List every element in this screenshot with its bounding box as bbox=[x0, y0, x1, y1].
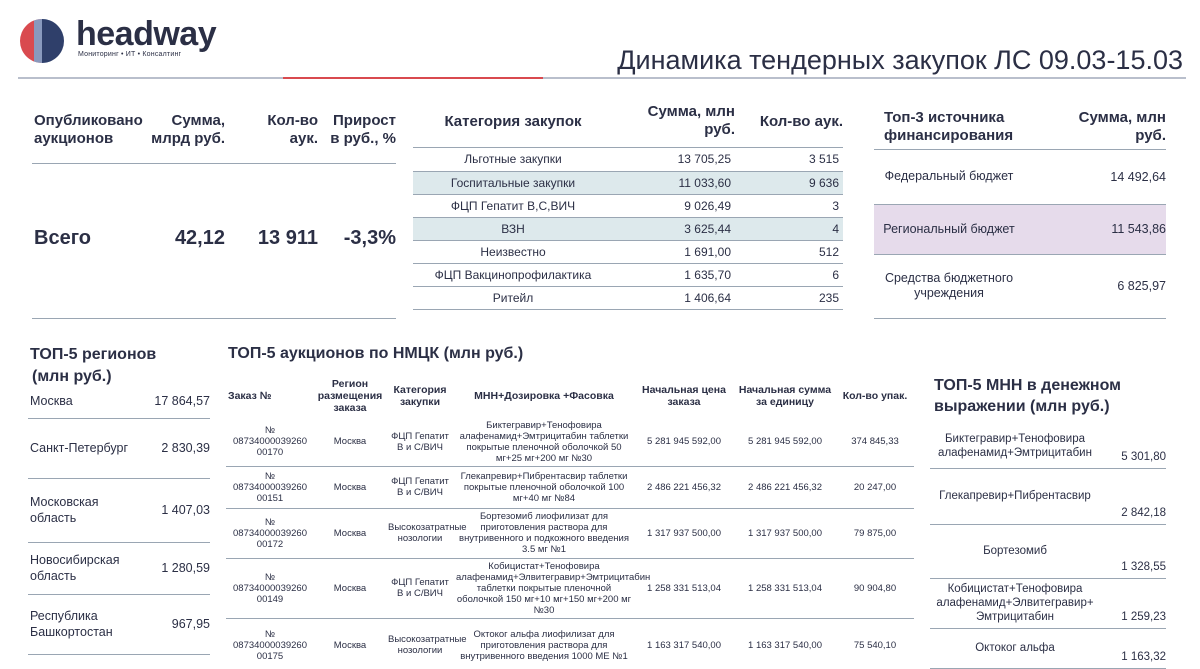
auction-qty: 79 875,00 bbox=[836, 508, 914, 558]
auction-unit: 1 163 317 540,00 bbox=[734, 618, 836, 669]
category-sum: 3 625,44 bbox=[613, 217, 735, 240]
auction-mnn: Биктегравир+Тенофовира алафенамид+Эмтрицитабин таблетки покрытые пленочной оболочкой 50 мг+25 мг+200 мг №30 bbox=[454, 418, 634, 466]
auctions-header-cell: Начальная цена заказа bbox=[642, 384, 726, 408]
region-row bbox=[28, 384, 210, 418]
auction-unit: 1 258 331 513,04 bbox=[734, 558, 836, 618]
summary-sum: 42,12 bbox=[174, 227, 225, 249]
auction-row bbox=[226, 466, 914, 508]
region-name: Республика Башкортостан bbox=[28, 594, 140, 654]
summary-count: 13 911 bbox=[257, 227, 318, 249]
funding-table bbox=[874, 150, 1166, 319]
category-count: 6 bbox=[735, 263, 843, 286]
auctions-table bbox=[226, 374, 914, 669]
category-name: ВЗН bbox=[413, 217, 613, 240]
mnn-name: Глекапревир+Пибрентасвир bbox=[930, 468, 1100, 524]
category-row bbox=[413, 240, 843, 263]
category-sum: 1 691,00 bbox=[613, 240, 735, 263]
auctions-header-row bbox=[226, 374, 914, 418]
mnn-name: Бортезомиб bbox=[930, 524, 1100, 578]
region-row bbox=[28, 478, 210, 542]
category-row bbox=[413, 263, 843, 286]
auction-price: 1 258 331 513,04 bbox=[634, 558, 734, 618]
auction-region: Москва bbox=[314, 558, 386, 618]
auction-row bbox=[226, 558, 914, 618]
category-name: Ритейл bbox=[413, 286, 613, 309]
category-count: 512 bbox=[735, 240, 843, 263]
mnn-name: Биктегравир+Тенофовира алафенамид+Эмтрицитабин bbox=[930, 424, 1100, 468]
mnn-row bbox=[930, 628, 1166, 668]
auction-region: Москва bbox=[314, 508, 386, 558]
category-header-sum: Сумма, млн руб. bbox=[647, 103, 735, 138]
auction-order: № 08734000039260 00149 bbox=[226, 558, 314, 618]
regions-subtitle: (млн руб.) bbox=[32, 368, 112, 385]
region-value: 2 830,39 bbox=[140, 418, 210, 478]
summary-header-published: Опубликовано аукционов bbox=[34, 112, 143, 147]
auction-price: 5 281 945 592,00 bbox=[634, 418, 734, 466]
auction-qty: 90 904,80 bbox=[836, 558, 914, 618]
mnn-name: Кобицистат+Тенофовира алафенамид+Элвитегравир+ Эмтрицитабин bbox=[930, 578, 1100, 628]
category-sum: 9 026,49 bbox=[613, 194, 735, 217]
category-header-count: Кол-во аук. bbox=[759, 113, 843, 130]
funding-sum: 14 492,64 bbox=[1024, 150, 1166, 204]
region-row bbox=[28, 418, 210, 478]
funding-name: Региональный бюджет bbox=[874, 204, 1024, 254]
auction-qty: 374 845,33 bbox=[836, 418, 914, 466]
auction-mnn: Октоког альфа лиофилизат для приготовления раствора для внутривенного введения 1000 МЕ №1 bbox=[454, 618, 634, 669]
category-count: 3 bbox=[735, 194, 843, 217]
auctions-header-cell: Кол-во упак. bbox=[842, 390, 908, 402]
mnn-row bbox=[930, 468, 1166, 524]
regions-title: ТОП-5 регионов bbox=[30, 346, 157, 363]
mnn-value: 1 259,23 bbox=[1100, 578, 1166, 628]
category-count: 235 bbox=[735, 286, 843, 309]
regions-table bbox=[28, 384, 210, 655]
region-name: Новосибирская область bbox=[28, 542, 140, 594]
mnn-row bbox=[930, 424, 1166, 468]
mnn-name: Октоког альфа bbox=[930, 628, 1100, 668]
mnn-title: ТОП-5 МНН в денежном выражении (млн руб.) bbox=[934, 377, 1121, 415]
auction-order: № 08734000039260 00172 bbox=[226, 508, 314, 558]
auction-category: ФЦП Гепатит В и С/ВИЧ bbox=[386, 558, 454, 618]
category-header-name: Категория закупок bbox=[444, 113, 582, 130]
auctions-header-cell: Заказ № bbox=[228, 390, 272, 402]
funding-row bbox=[874, 150, 1166, 204]
category-name: Госпитальные закупки bbox=[413, 171, 613, 194]
region-row bbox=[28, 542, 210, 594]
auctions-header-cell: Категория закупки bbox=[393, 384, 447, 408]
category-row bbox=[413, 286, 843, 309]
auction-order: № 08734000039260 00170 bbox=[226, 418, 314, 466]
category-count: 4 bbox=[735, 217, 843, 240]
category-sum: 13 705,25 bbox=[613, 148, 735, 171]
category-name: Льготные закупки bbox=[413, 148, 613, 171]
funding-sum: 11 543,86 bbox=[1024, 204, 1166, 254]
mnn-table bbox=[930, 424, 1166, 669]
auction-price: 1 163 317 540,00 bbox=[634, 618, 734, 669]
header-accent-divider bbox=[283, 77, 543, 79]
funding-header-name: Топ-3 источника финансирования bbox=[884, 109, 1014, 144]
auction-mnn: Глекапревир+Пибрентасвир таблетки покрытые пленочной оболочкой 100 мг+40 мг №84 bbox=[454, 466, 634, 508]
auction-region: Москва bbox=[314, 466, 386, 508]
category-sum: 1 406,64 bbox=[613, 286, 735, 309]
auction-mnn: Бортезомиб лиофилизат для приготовления раствора для внутривенного и подкожного введения 3.5 мг №1 bbox=[454, 508, 634, 558]
funding-sum: 6 825,97 bbox=[1024, 254, 1166, 318]
auction-category: Высокозатратные нозологии bbox=[386, 618, 454, 669]
category-sum: 11 033,60 bbox=[613, 171, 735, 194]
mnn-value: 1 328,55 bbox=[1100, 524, 1166, 578]
summary-growth: -3,3% bbox=[343, 227, 396, 249]
region-value: 1 280,59 bbox=[140, 542, 210, 594]
brand-tagline: Мониторинг • ИТ • Консалтинг bbox=[78, 51, 182, 58]
page-title: Динамика тендерных закупок ЛС 09.03-15.03 bbox=[617, 45, 1183, 75]
region-value: 1 407,03 bbox=[140, 478, 210, 542]
auction-qty: 75 540,10 bbox=[836, 618, 914, 669]
auction-mnn: Кобицистат+Тенофовира алафенамид+Элвитегравир+Эмтрицитабин таблетки покрытые пленочной оболочкой 150 мг+10 мг+150 мг+200 мг №30 bbox=[454, 558, 634, 618]
category-row bbox=[413, 171, 843, 194]
auction-price: 1 317 937 500,00 bbox=[634, 508, 734, 558]
summary-row-label: Всего bbox=[34, 227, 91, 249]
category-count: 9 636 bbox=[735, 171, 843, 194]
summary-header-count: Кол-во аук. bbox=[267, 112, 318, 147]
auction-region: Москва bbox=[314, 618, 386, 669]
mnn-value: 1 163,32 bbox=[1100, 628, 1166, 668]
category-row bbox=[413, 217, 843, 240]
summary-header-sum: Сумма, млрд руб. bbox=[151, 112, 225, 147]
region-value: 967,95 bbox=[140, 594, 210, 654]
mnn-row bbox=[930, 578, 1166, 628]
region-name: Санкт-Петербург bbox=[28, 418, 140, 478]
region-value: 17 864,57 bbox=[140, 384, 210, 418]
summary-header-growth: Прирост в руб., % bbox=[330, 112, 396, 147]
auction-region: Москва bbox=[314, 418, 386, 466]
funding-row bbox=[874, 204, 1166, 254]
auctions-header-cell: МНН+Дозировка +Фасовка bbox=[474, 390, 614, 402]
auction-price: 2 486 221 456,32 bbox=[634, 466, 734, 508]
category-table bbox=[413, 148, 843, 310]
funding-name: Федеральный бюджет bbox=[874, 150, 1024, 204]
summary-divider-bottom bbox=[32, 318, 396, 319]
header-divider bbox=[18, 77, 1186, 79]
category-name: ФЦП Гепатит В,С,ВИЧ bbox=[413, 194, 613, 217]
region-name: Москва bbox=[28, 384, 140, 418]
auctions-header-cell: Начальная сумма за единицу bbox=[738, 384, 832, 408]
auction-category: Высокозатратные нозологии bbox=[386, 508, 454, 558]
category-count: 3 515 bbox=[735, 148, 843, 171]
region-row bbox=[28, 594, 210, 654]
auction-qty: 20 247,00 bbox=[836, 466, 914, 508]
auctions-title: ТОП-5 аукционов по НМЦК (млн руб.) bbox=[228, 345, 524, 362]
summary-divider bbox=[32, 163, 396, 164]
category-name: ФЦП Вакцинопрофилактика bbox=[413, 263, 613, 286]
auctions-header-cell: Регион размещения заказа bbox=[317, 378, 383, 414]
auction-category: ФЦП Гепатит В и С/ВИЧ bbox=[386, 466, 454, 508]
funding-row bbox=[874, 254, 1166, 318]
category-row bbox=[413, 194, 843, 217]
auction-row bbox=[226, 618, 914, 669]
mnn-value: 5 301,80 bbox=[1100, 424, 1166, 468]
auction-order: № 08734000039260 00151 bbox=[226, 466, 314, 508]
auction-row bbox=[226, 508, 914, 558]
auction-row bbox=[226, 418, 914, 466]
category-sum: 1 635,70 bbox=[613, 263, 735, 286]
logo-icon bbox=[20, 19, 64, 63]
category-name: Неизвестно bbox=[413, 240, 613, 263]
auction-unit: 2 486 221 456,32 bbox=[734, 466, 836, 508]
mnn-value: 2 842,18 bbox=[1100, 468, 1166, 524]
brand-name: headway bbox=[76, 15, 217, 53]
category-row bbox=[413, 148, 843, 171]
auction-category: ФЦП Гепатит В и С/ВИЧ bbox=[386, 418, 454, 466]
auction-order: № 08734000039260 00175 bbox=[226, 618, 314, 669]
auction-unit: 1 317 937 500,00 bbox=[734, 508, 836, 558]
mnn-row bbox=[930, 524, 1166, 578]
region-name: Московская область bbox=[28, 478, 140, 542]
funding-name: Средства бюджетного учреждения bbox=[874, 254, 1024, 318]
auction-unit: 5 281 945 592,00 bbox=[734, 418, 836, 466]
funding-header-sum: Сумма, млн руб. bbox=[1078, 109, 1166, 144]
